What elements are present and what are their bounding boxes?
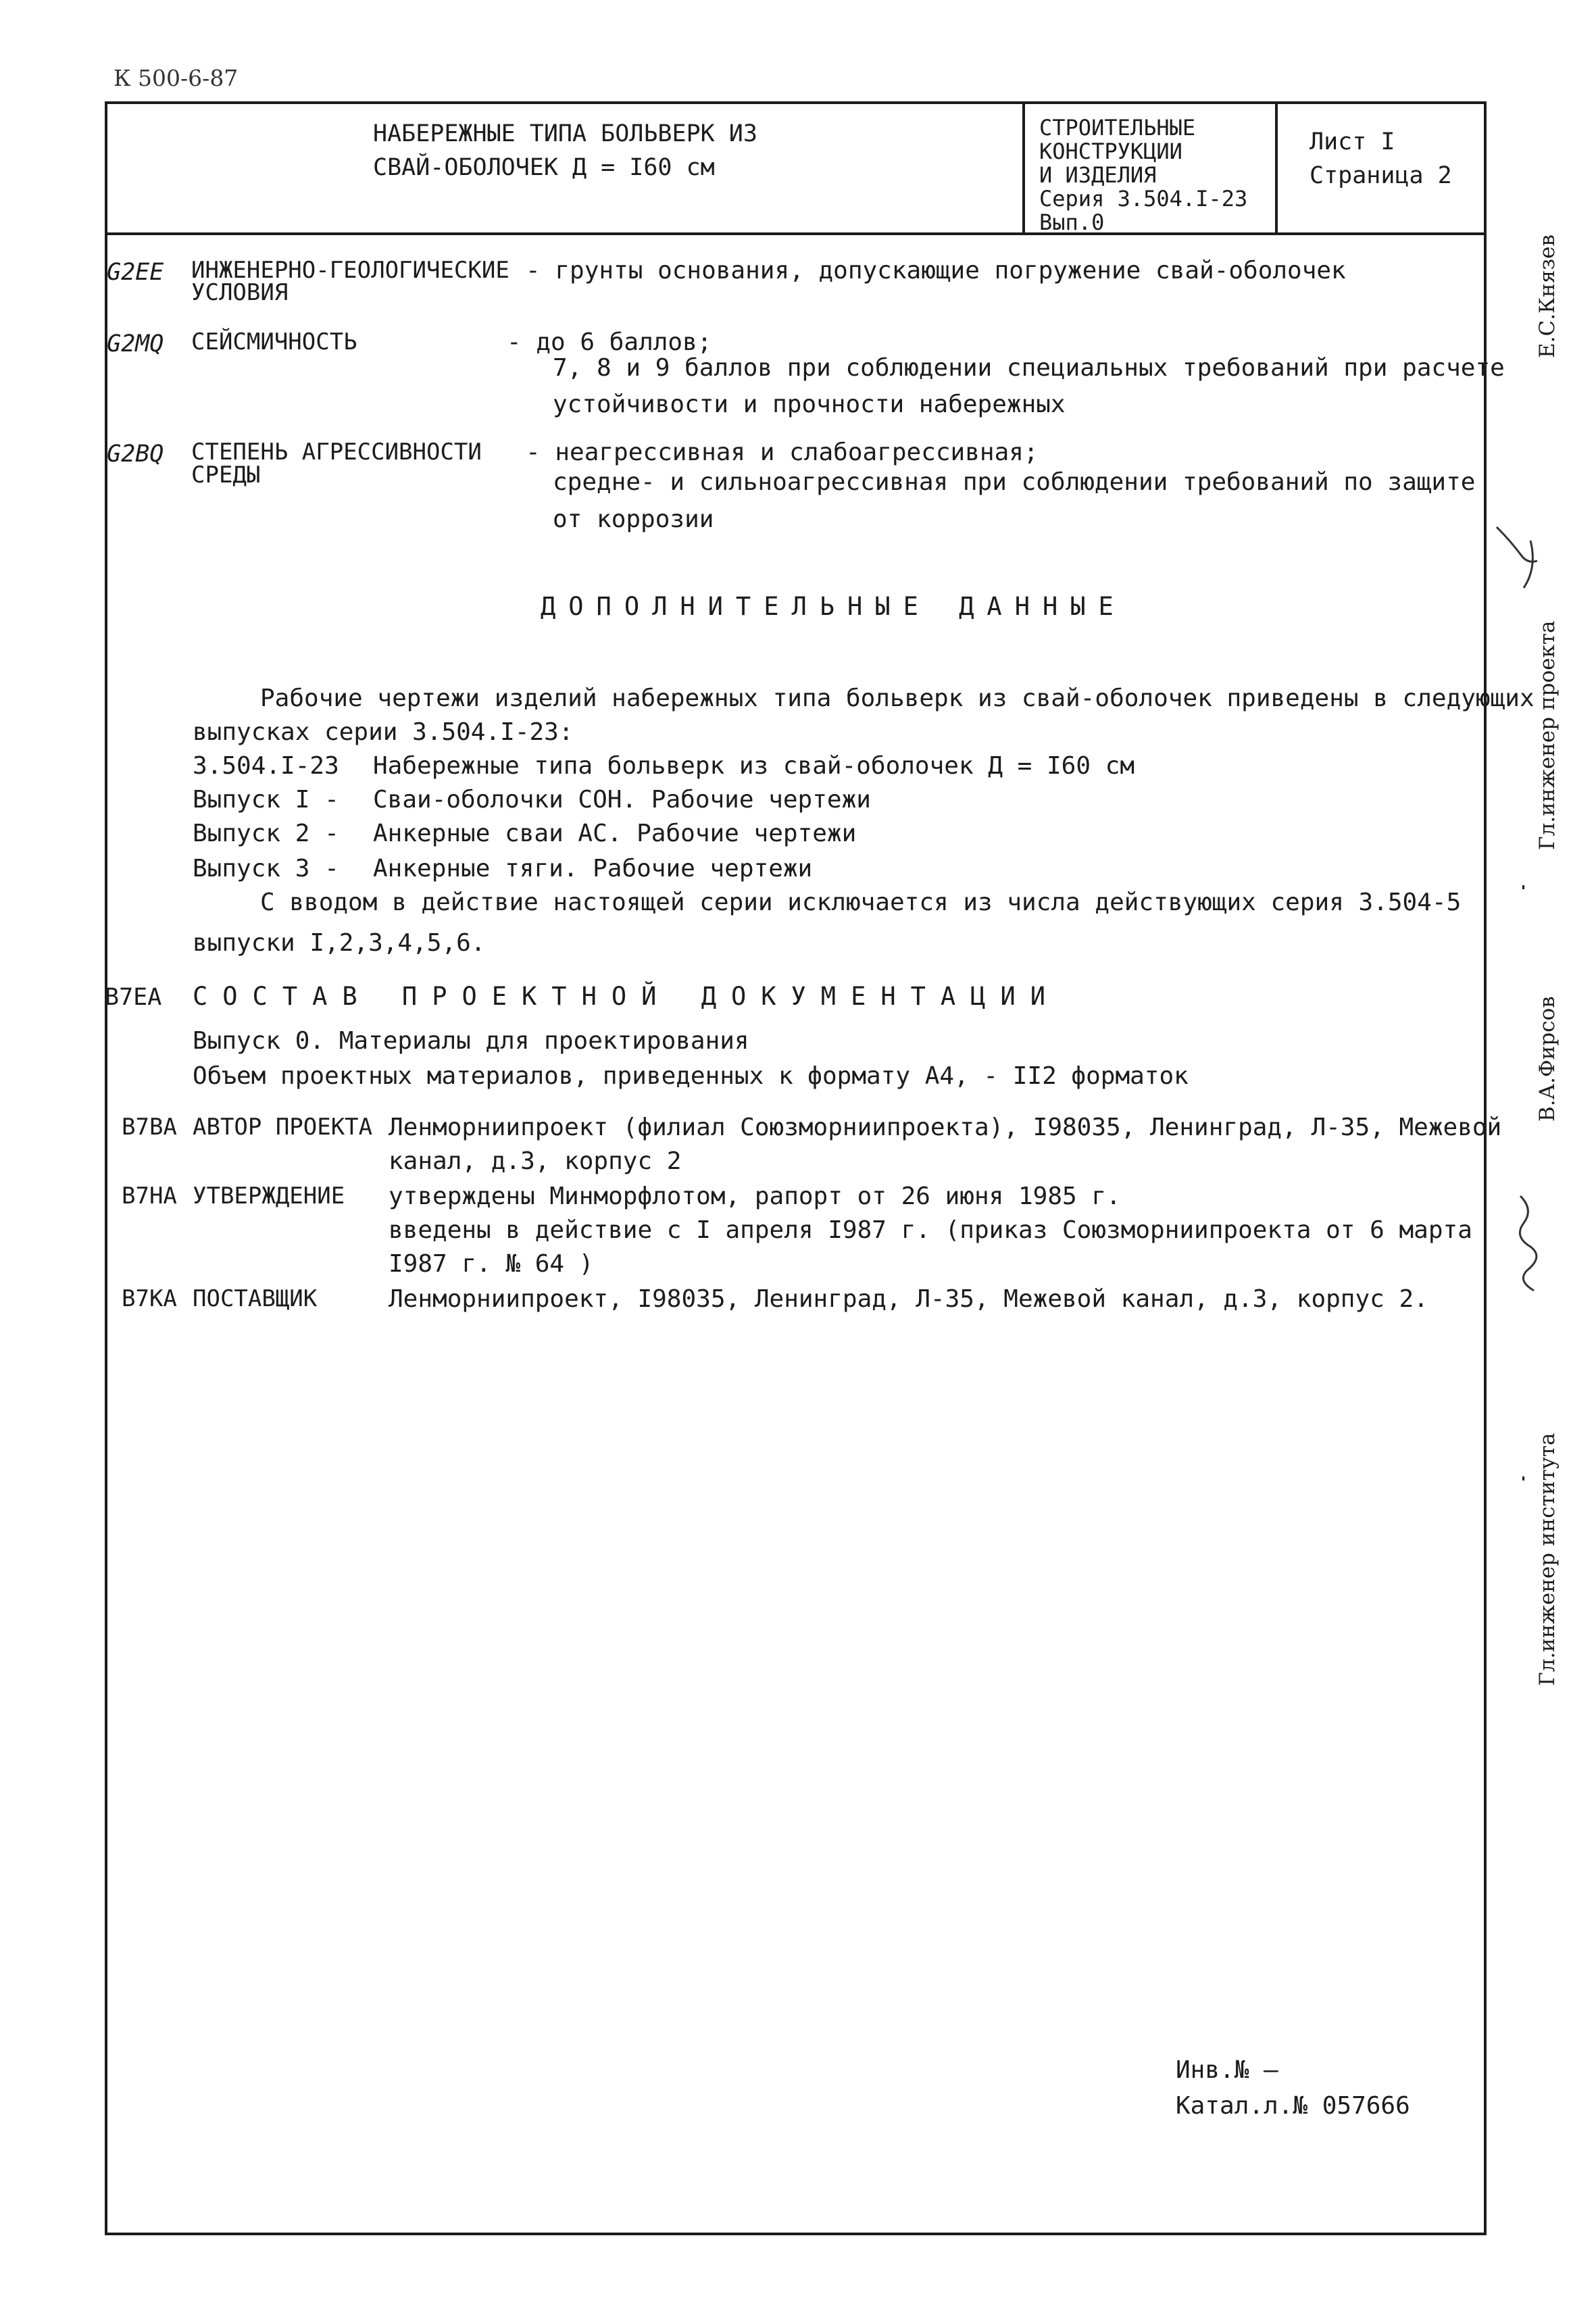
attribute-value: - до 6 баллов; [507,328,712,356]
signer-name: В.А.Фирсов [1535,996,1560,1122]
inventory-number: Инв.№ — [1176,2056,1278,2084]
attribute-value: устойчивости и прочности набережных [553,391,1066,418]
category-block [1039,116,1247,234]
list-item-text: Анкерные сваи АС. Рабочие чертежи [373,820,857,847]
attribute-value: - грунты основания, допускающие погружение свай-оболочек [526,257,1346,284]
attribute-value: средне- и сильноагрессивная при соблюдении требований по защите [553,468,1476,496]
list-item-text: Сваи-оболочки СОН. Рабочие чертежи [373,786,871,814]
document-code: К 500-6-87 [114,65,239,91]
attribute-value: от коррозии [553,505,714,533]
attribute-code: G2BQ [107,441,164,468]
record-code: B7KA [122,1285,177,1312]
issue-label: Вып.0 [1039,209,1105,235]
signature-mark [1490,514,1557,601]
section-heading-additional: ДОПОЛНИТЕЛЬНЫЕ ДАННЫЕ [541,592,1126,621]
record-label: ПОСТАВЩИК [193,1285,318,1312]
intro-text: выпусках серии 3.504.I-23: [193,718,574,746]
attribute-value: 7, 8 и 9 баллов при соблюдении специальных требований при расчете [553,354,1505,382]
attribute-name: УСЛОВИЯ [191,279,289,306]
list-item-label: Выпуск I - [193,786,339,814]
title-line-1: НАБЕРЕЖНЫЕ ТИПА БОЛЬВЕРК ИЗ [373,120,757,147]
record-label: АВТОР ПРОЕКТА [193,1114,373,1141]
list-item-text: Анкерные тяги. Рабочие чертежи [373,855,813,882]
margin-separator [1522,885,1524,889]
record-value: введены в действие с I апреля I987 г. (приказ Союзморниипроекта от 6 марта [389,1216,1472,1244]
attribute-code: G2MQ [107,330,164,357]
category-line: СТРОИТЕЛЬНЫЕ [1039,115,1196,141]
signature-mark [1507,1189,1554,1297]
margin-separator [1522,1476,1524,1480]
title-block-divider [1275,101,1278,235]
signer-name: Е.С.Князев [1535,234,1560,358]
title-line-2: СВАЙ-ОБОЛОЧЕК Д = I60 см [373,154,715,181]
composition-code: B7EA [105,984,162,1011]
list-item-label: 3.504.I-23 [193,752,339,780]
intro-text: Рабочие чертежи изделий набережных типа больверк из свай-оболочек приведены в следующих [260,684,1535,712]
list-item-text: Набережные типа больверк из свай-оболочек Д = I60 см [373,752,1135,780]
title-block-divider [1022,101,1025,235]
page-frame [105,101,1487,2235]
attribute-name: СТЕПЕНЬ АГРЕССИВНОСТИ [191,439,482,466]
section-heading-composition: СОСТАВ ПРОЕКТНОЙ ДОКУМЕНТАЦИИ [193,982,1061,1011]
category-line: И ИЗДЕЛИЯ [1039,162,1157,188]
record-code: B7BA [122,1114,177,1141]
note-text: выпуски I,2,3,4,5,6. [193,929,486,957]
sheet-number: Лист I [1310,128,1395,155]
signer-role: Гл.инженер проекта [1535,620,1560,850]
page-number: Страница 2 [1310,162,1452,189]
list-item-label: Выпуск 3 - [193,855,339,882]
catalog-number: Катал.л.№ 057666 [1176,2092,1410,2120]
record-value: I987 г. № 64 ) [389,1250,594,1278]
record-value: утверждены Минморфлотом, рапорт от 26 июня 1985 г. [389,1183,1121,1210]
attribute-name: ИНЖЕНЕРНО-ГЕОЛОГИЧЕСКИЕ [191,257,509,284]
series-label: Серия 3.504.I-23 [1039,186,1248,211]
note-text: С вводом в действие настоящей серии исключается из числа действующих серия 3.504-5 [260,889,1462,916]
record-value: канал, д.3, корпус 2 [389,1147,682,1175]
signer-role: Гл.инженер института [1535,1433,1560,1686]
list-item-label: Выпуск 2 - [193,820,339,847]
record-value: Ленморниипроект, I98035, Ленинград, Л-35, Межевой канал, д.3, корпус 2. [389,1285,1428,1313]
attribute-name: СРЕДЫ [191,462,261,489]
title-block [105,101,1487,235]
composition-line: Объем проектных материалов, приведенных к формату А4, - II2 форматок [193,1062,1189,1090]
category-line: КОНСТРУКЦИИ [1039,139,1182,164]
record-label: УТВЕРЖДЕНИЕ [193,1183,345,1210]
composition-line: Выпуск 0. Материалы для проектирования [193,1027,749,1055]
record-value: Ленморниипроект (филиал Союзморниипроекта), I98035, Ленинград, Л-35, Межевой [389,1114,1502,1141]
attribute-name: СЕЙСМИЧНОСТЬ [191,328,357,355]
attribute-value: - неагрессивная и слабоагрессивная; [526,439,1039,466]
attribute-code: G2EE [107,259,164,286]
record-code: B7HA [122,1183,177,1210]
